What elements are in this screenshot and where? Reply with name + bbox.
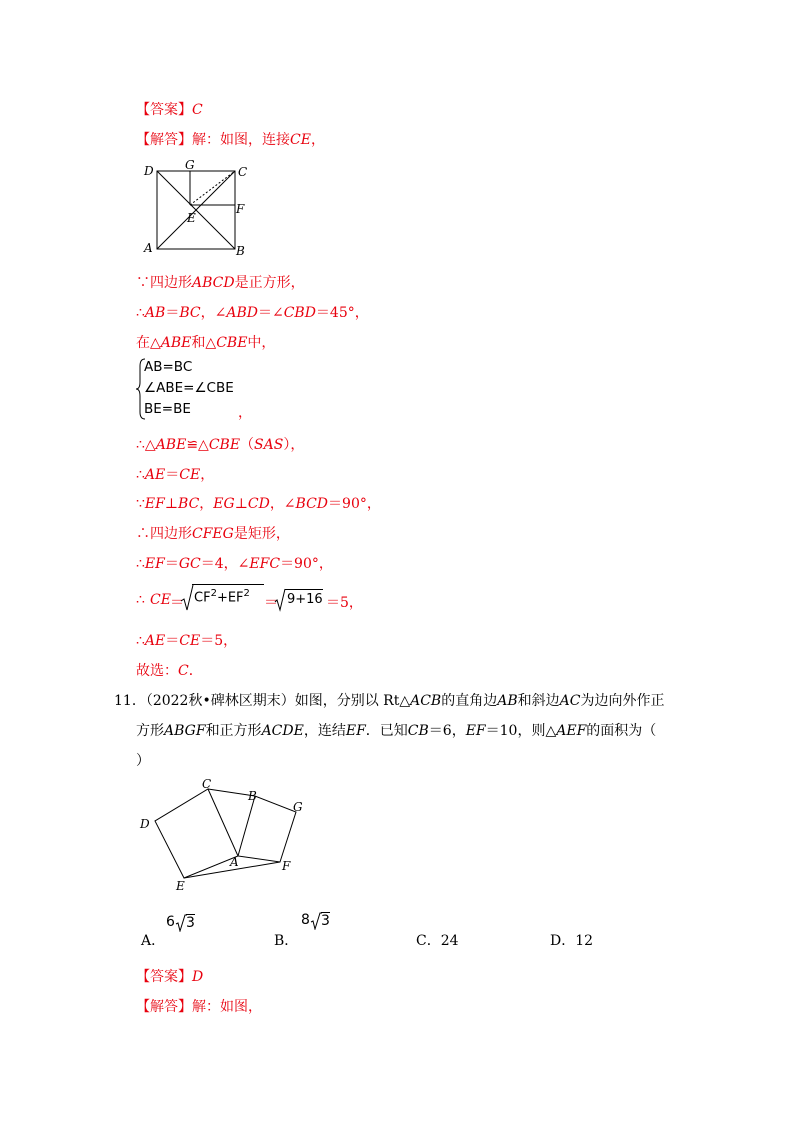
- step-5: ∴AE＝CE，: [136, 467, 215, 483]
- analysis-intro-1: 【解答】解：如图，连接CE，: [136, 132, 325, 148]
- q11-label-C: C: [202, 777, 212, 791]
- step-10: ∴AE＝CE＝5，: [136, 633, 238, 649]
- q11-label-B: B: [248, 789, 257, 803]
- q11-label-D: D: [140, 817, 150, 831]
- q11-label-F: F: [282, 859, 291, 873]
- q11-label-E: E: [176, 879, 185, 893]
- q11-label-A: A: [230, 855, 239, 869]
- step-1: ∵四边形ABCD是正方形，: [136, 275, 305, 291]
- label-A: A: [144, 241, 153, 255]
- question-11-line-1: 11．（2022秋•碑林区期末）如图，分别以 Rt△ACB的直角边AB和斜边AC为边向外作正: [114, 693, 665, 709]
- label-F: F: [236, 202, 245, 216]
- square-figure: [140, 156, 280, 261]
- system-line-2: ∠ABE=∠CBE: [144, 380, 234, 396]
- system-line-1: AB=BC: [144, 359, 193, 375]
- radicand-1: $CF^2+EF^2$: [192, 584, 264, 608]
- label-E: E: [187, 211, 196, 225]
- pentagon-figure: [136, 776, 316, 896]
- step-11: 故选：C．: [136, 663, 203, 679]
- option-a[interactable]: A． 6 3: [141, 914, 195, 949]
- answer-tag: 【答案】: [136, 102, 192, 118]
- answer-line-1: [136, 99, 203, 119]
- answer-value: C: [192, 102, 203, 118]
- step-2: ∴AB＝BC，∠ABD＝∠CBD＝45°，: [136, 305, 369, 321]
- q11-label-G: G: [293, 800, 303, 814]
- step-8: ∴EF＝GC＝4，∠EFC＝90°，: [136, 556, 333, 572]
- label-B: B: [236, 244, 245, 258]
- step-4: ∴△ABE≌△CBE（SAS），: [136, 437, 305, 453]
- step-3: 在△ABE和△CBE中，: [136, 335, 276, 351]
- option-c[interactable]: C．24: [416, 933, 459, 949]
- equation-system: [136, 358, 296, 422]
- analysis-intro-2: 【解答】解：如图，: [136, 999, 262, 1015]
- step-7: ∴四边形CFEG是矩形，: [136, 526, 290, 542]
- label-D: D: [144, 164, 154, 178]
- analysis-tag: 【解答】: [136, 132, 192, 148]
- answer-tag-2: 【答案】: [136, 969, 192, 985]
- option-b[interactable]: B． 8 3: [274, 912, 330, 949]
- answer-value-2: D: [192, 969, 204, 985]
- question-11-line-3: ）: [136, 753, 150, 769]
- label-C: C: [238, 165, 248, 179]
- question-number: 11．: [114, 693, 146, 709]
- radicand-2: 9+16: [285, 589, 323, 607]
- question-11-line-2: 方形ABGF和正方形ACDE，连结EF．已知CB＝6，EF＝10，则△AEF的面积为（: [136, 723, 657, 739]
- step-6: ∵EF⊥BC，EG⊥CD，∠BCD＝90°，: [136, 496, 381, 512]
- option-d[interactable]: D．12: [550, 933, 594, 949]
- system-tail: ，: [238, 405, 252, 421]
- analysis-tag-2: 【解答】: [136, 999, 192, 1015]
- answer-line-2: [136, 966, 203, 986]
- system-line-3: BE=BE: [144, 401, 191, 417]
- label-G: G: [185, 158, 195, 172]
